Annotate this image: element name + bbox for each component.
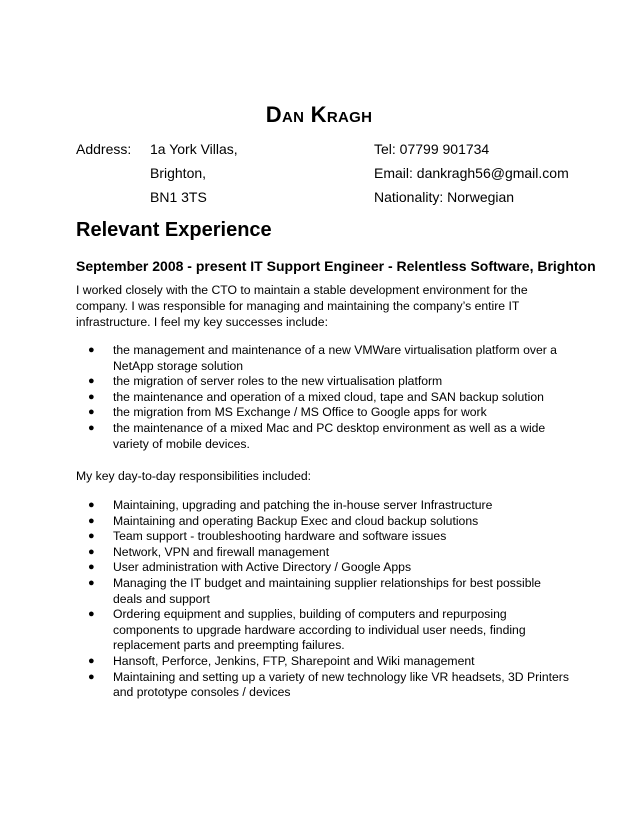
list-item (76, 576, 571, 607)
list-item-text: User administration with Active Directory / Google Apps (113, 560, 412, 575)
job-intro-paragraph: I worked closely with the CTO to maintain a stable development environment for the company. I was responsible for managing and maintaining the company’s entire IT infrastructure. I feel my key successes include: (76, 283, 528, 329)
list-item (76, 560, 571, 576)
bullet-icon: ● (88, 514, 95, 527)
list-item-text: Managing the IT budget and maintaining supplier relationships for best possible deals and support (113, 575, 541, 606)
list-item (76, 670, 571, 701)
list-item (76, 607, 571, 654)
bullet-icon: ● (88, 375, 95, 388)
bullet-icon: ● (88, 654, 95, 667)
list-item-text: Maintaining, upgrading and patching the in-house server Infrastructure (113, 498, 493, 512)
email: Email: dankragh56@gmail.com (374, 165, 569, 181)
bullet-icon: ● (88, 545, 95, 558)
list-item-text: the maintenance and operation of a mixed cloud, tape and SAN backup solution (113, 389, 544, 404)
list-item (76, 529, 571, 545)
list-item-text: Team support - troubleshooting hardware and software issues (113, 529, 447, 544)
list-item (76, 421, 571, 452)
address-line: BN1 3TS (150, 189, 207, 205)
responsibilities-list (76, 498, 571, 701)
nationality: Nationality: Norwegian (374, 189, 515, 205)
list-item-text: Maintaining and operating Backup Exec and cloud backup solutions (113, 513, 479, 528)
bullet-icon: ● (88, 499, 95, 511)
list-item-text: Hansoft, Perforce, Jenkins, FTP, Sharepoint and Wiki management (113, 653, 475, 668)
bullet-icon: ● (88, 406, 95, 419)
address-label-block (76, 137, 131, 161)
list-item (76, 374, 571, 390)
list-item (76, 545, 571, 561)
bullet-icon: ● (88, 576, 95, 589)
bullet-icon: ● (88, 530, 95, 543)
candidate-name: Dan Kragh (265, 102, 373, 127)
bullet-icon: ● (88, 344, 95, 356)
address-line: Brighton, (150, 165, 207, 181)
list-item (76, 498, 571, 514)
list-item (76, 514, 571, 530)
address-label: Address: (76, 141, 132, 157)
bullet-icon: ● (88, 670, 95, 683)
list-item-text: the maintenance of a mixed Mac and PC desktop environment as well as a wide variety of mobile devices. (113, 420, 546, 451)
bullet-icon: ● (88, 390, 95, 403)
list-item-text: the migration from MS Exchange / MS Office to Google apps for work (113, 405, 487, 420)
section-title-experience: Relevant Experience (76, 219, 272, 241)
bullet-icon: ● (88, 608, 95, 621)
list-item (76, 405, 571, 421)
successes-list (76, 343, 571, 452)
bullet-icon: ● (88, 561, 95, 574)
list-item-text: Ordering equipment and supplies, building of computers and repurposing components to upgrade hardware according to individual user needs, finding replacement parts and preempting failures. (113, 607, 526, 653)
address-line: 1a York Villas, (150, 141, 238, 157)
list-item-text: the migration of server roles to the new virtualisation platform (113, 374, 443, 389)
job-title: September 2008 - present IT Support Engineer - Relentless Software, Brighton (76, 258, 596, 274)
list-item (76, 654, 571, 670)
list-item (76, 343, 571, 374)
list-item-text: Network, VPN and firewall management (113, 544, 330, 559)
list-item-text: Maintaining and setting up a variety of new technology like VR headsets, 3D Printers and prototype consoles / devices (113, 669, 569, 700)
list-item-text: the management and maintenance of a new VMWare virtualisation platform over a NetApp storage solution (113, 343, 557, 373)
responsibilities-intro: My key day-to-day responsibilities included: (76, 469, 312, 483)
list-item (76, 390, 571, 406)
address-block (150, 137, 238, 209)
bullet-icon: ● (88, 421, 95, 434)
telephone: Tel: 07799 901734 (374, 141, 490, 157)
contact-details-block (374, 137, 569, 209)
